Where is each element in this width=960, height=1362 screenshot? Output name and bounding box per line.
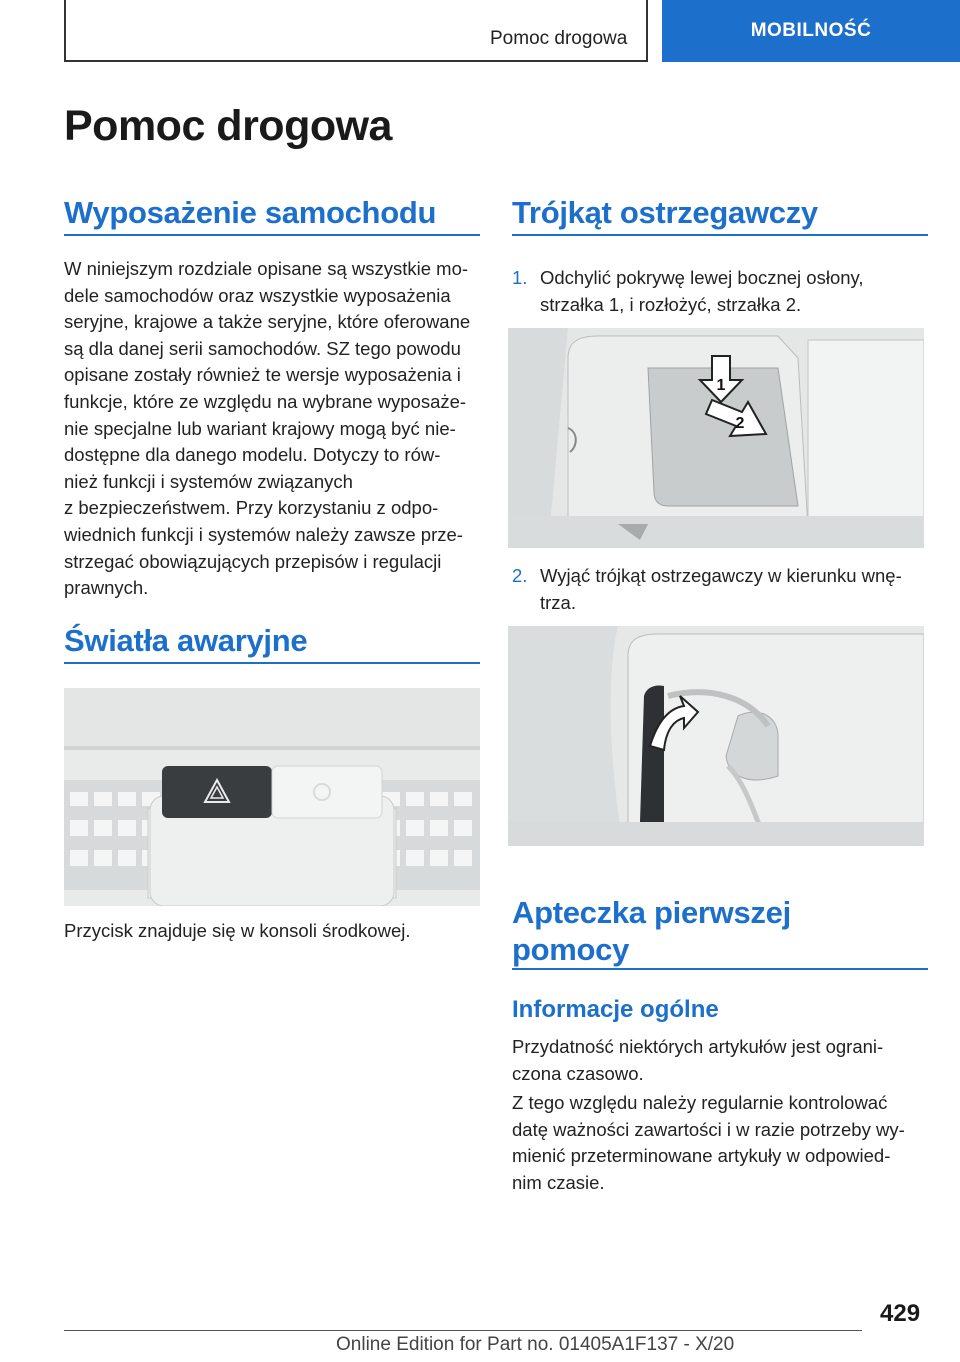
triangle-cover-photo [508, 328, 924, 548]
svg-text:2: 2 [735, 415, 745, 432]
footer-edition: Online Edition for Part no. 01405A1F137 - X/20 [336, 1334, 735, 1355]
equipment-paragraph: W niniejszym rozdziale opisane są wszystkie mo‐ dele samochodów oraz wszystkie wyposażenia seryjne, krajowe a także seryjne, które oferowane są dla danej serii samochodów. SZ tego powodu opisane zostały również te wersje wyposażenia i funkcje, które ze względu na wybrane wyposaże‐ nie specjalne lub wariant krajowy mogą być nie‐ dostępne dla danego modelu. Dotyczy to rów‐ nież funkcji i systemów związanych z bezpieczeństwem. Przy korzystaniu z odpo‐ wiednich funkcji i systemów należy zawsze prze‐ strzegać obowiązujących przepisów i regulacji prawnych. [64, 258, 471, 599]
heading-rule [512, 968, 928, 970]
triangle-removal-photo [508, 626, 924, 846]
hazard-caption: Przycisk znajduje się w konsoli środkowej. [64, 920, 411, 941]
page-title: Pomoc drogowa [64, 102, 392, 150]
trunk-side-panel-illustration [508, 328, 924, 548]
step-2-number: 2. [512, 565, 528, 586]
heading-rule [512, 234, 928, 236]
header-section-title: Pomoc drogowa [490, 28, 628, 49]
hazard-console-illustration [64, 688, 480, 906]
page-number: 429 [880, 1300, 921, 1327]
hazard-button-photo [64, 688, 480, 906]
header-tab-mobility[interactable]: MOBILNOŚĆ [662, 0, 960, 62]
footer-rule [64, 1330, 862, 1331]
triangle-removal-illustration [508, 626, 924, 846]
info-paragraph-1: Przydatność niektórych artykułów jest ograni‐ czona czasowo. [512, 1036, 884, 1084]
step-2-text: Wyjąć trójkąt ostrzegawczy w kierunku wnę‐ trza. [540, 565, 902, 613]
heading-hazard-lights: Światła awaryjne [64, 623, 308, 658]
step-1-text: Odchylić pokrywę lewej bocznej osłony, strzałka 1, i rozłożyć, strzałka 2. [540, 267, 864, 315]
heading-rule [64, 662, 480, 664]
heading-warning-triangle: Trójkąt ostrzegawczy [512, 195, 818, 230]
svg-text:1: 1 [716, 377, 726, 394]
step-1-number: 1. [512, 267, 528, 288]
info-paragraph-2: Z tego względu należy regularnie kontrolować datę ważności zawartości i w razie potrzeby wy‐ mienić przeterminowane artykuły w odpowied‐ nim czasie. [512, 1092, 905, 1193]
heading-rule [64, 234, 480, 236]
heading-equipment: Wyposażenie samochodu [64, 195, 437, 230]
heading-first-aid: Apteczka pierwszej pomocy [512, 895, 791, 967]
heading-general-info: Informacje ogólne [512, 996, 719, 1023]
